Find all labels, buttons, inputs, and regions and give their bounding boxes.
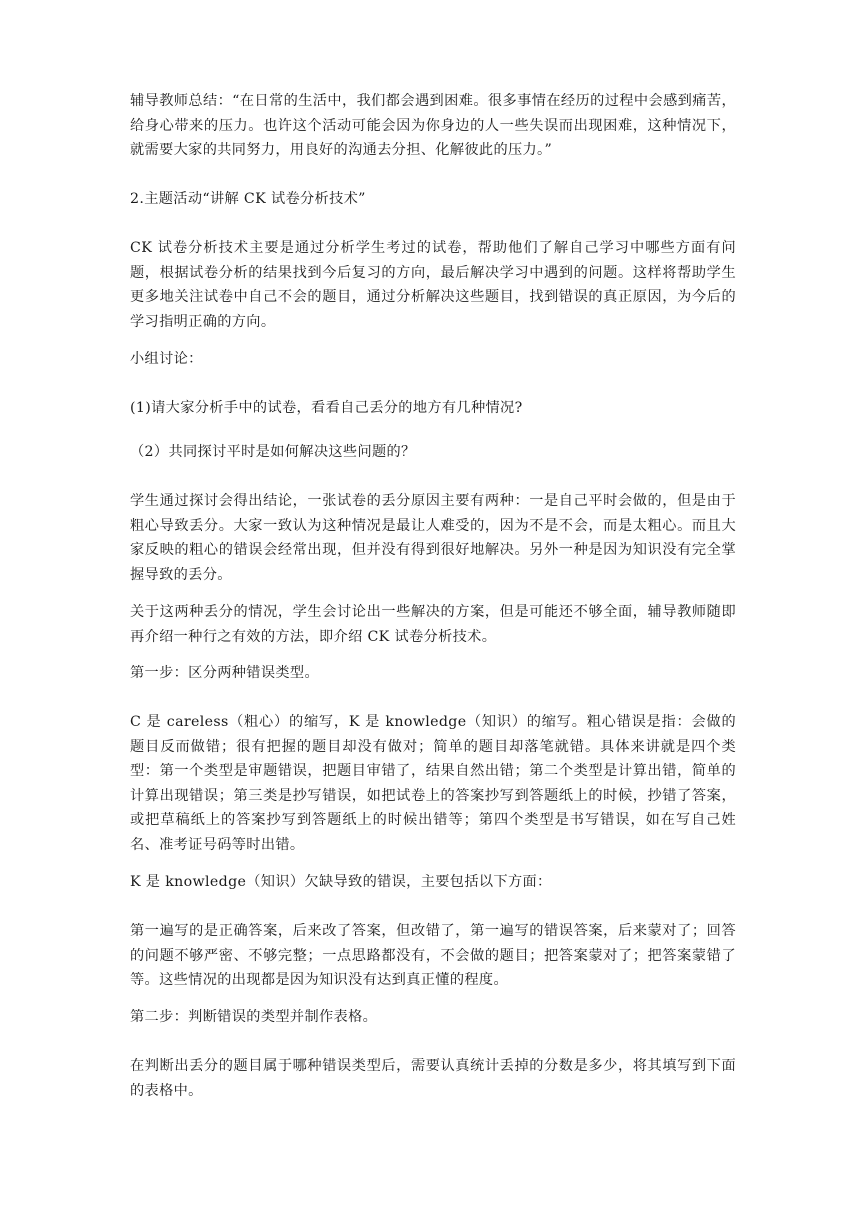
knowledge-errors-paragraph: 第一遍写的是正确答案，后来改了答案，但改错了，第一遍写的错误答案，后来蒙对了；回答的问题不够严密、不够完整；一点思路都没有，不会做的题目；把答案蒙对了；把答案蒙错了等。这些情况的出现都是因为知识没有达到真正懂的程度。 — [130, 923, 736, 989]
step-two-heading: 第二步：判断错误的类型并制作表格。 — [130, 1009, 378, 1025]
section-heading-ck-technique: 2.主题活动“讲解 CK 试卷分析技术” — [130, 191, 366, 207]
solution-intro-paragraph: 关于这两种丢分的情况，学生会讨论出一些解决的方案，但是可能还不够全面，辅导教师随即再介绍一种行之有效的方法，即介绍 CK 试卷分析技术。 — [130, 604, 736, 645]
careless-definition-paragraph: C 是 careless（粗心）的缩写，K 是 knowledge（知识）的缩写。粗心错误是指：会做的题目反而做错；很有把握的题目却没有做对；简单的题目却落笔就错。具体来讲就是四个类型：第一个类型是审题错误，把题目审错了，结果自然出错；第二个类型是计算出错，简单的计算出现错误；第三类是抄写错误，如把试卷上的答案抄写到答题纸上的时候，抄错了答案，或把草稿纸上的答案抄写到答题纸上的时候出错等；第四个类型是书写错误，如在写自己姓名、准考证号码等时出错。 — [130, 714, 736, 853]
group-discussion-label: 小组讨论： — [130, 351, 203, 367]
knowledge-definition-heading: K 是 knowledge（知识）欠缺导致的错误，主要包括以下方面： — [130, 874, 552, 890]
discussion-question-2: （2）共同探讨平时是如何解决这些问题的？ — [130, 444, 416, 460]
discussion-question-1: (1)请大家分析手中的试卷，看看自己丢分的地方有几种情况? — [130, 400, 523, 416]
discussion-conclusion-paragraph: 学生通过探讨会得出结论，一张试卷的丢分原因主要有两种：一是自己平时会做的，但是由于粗心导致丢分。大家一致认为这种情况是最让人难受的，因为不是不会，而是太粗心。而且大家反映的粗心的错误会经常出现，但并没有得到很好地解决。另外一种是因为知识没有完全掌握导致的丢分。 — [130, 493, 736, 583]
score-table-instruction-paragraph: 在判断出丢分的题目属于哪种错误类型后，需要认真统计丢掉的分数是多少，将其填写到下面的表格中。 — [130, 1058, 736, 1099]
step-one-heading: 第一步：区分两种错误类型。 — [130, 665, 319, 681]
teacher-summary-paragraph: 辅导教师总结：“在日常的生活中，我们都会遇到困难。很多事情在经历的过程中会感到痛苦，给身心带来的压力。也许这个活动可能会因为你身边的人一些失误而出现困难，这种情况下，就需要大家的共同努力，用良好的沟通去分担、化解彼此的压力。” — [130, 93, 736, 159]
ck-intro-paragraph: CK 试卷分析技术主要是通过分析学生考过的试卷，帮助他们了解自己学习中哪些方面有问题，根据试卷分析的结果找到今后复习的方向，最后解决学习中遇到的问题。这样将帮助学生更多地关注试卷中自己不会的题目，通过分析解决这些题目，找到错误的真正原因，为今后的学习指明正确的方向。 — [130, 240, 736, 330]
